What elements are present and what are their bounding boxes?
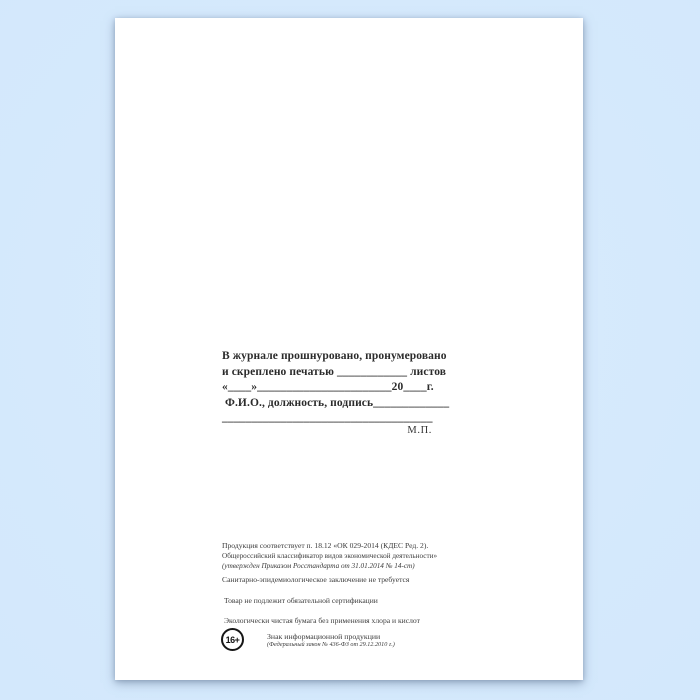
age-mark-text	[267, 632, 395, 649]
age-16-badge-icon: 16+	[221, 628, 244, 651]
age-mark-title: Знак информационной продукции	[267, 632, 381, 641]
stitch-line-1: В журнале прошнуровано, пронумеровано	[222, 350, 447, 362]
stitch-line-2: и скреплено печатью ____________ листов	[222, 365, 447, 378]
age-mark-row	[221, 628, 395, 651]
ecology-note: Экологически чистая бумага без применения хлора и кислот	[224, 616, 420, 625]
sanitary-note: Санитарно-эпидемиологическое заключение не требуется	[222, 575, 410, 584]
document-page	[115, 18, 583, 680]
stitch-line-5: ____________________________________	[222, 412, 433, 425]
stamp-placeholder: М.П.	[407, 425, 432, 436]
compliance-line-2: Общероссийский классификатор видов экономической деятельности»	[222, 552, 438, 560]
stitch-line-3: «____»_______________________20____г.	[222, 381, 434, 394]
product-compliance-note	[222, 540, 462, 571]
stitching-note	[222, 349, 450, 427]
certification-note: Товар не подлежит обязательной сертификации	[224, 596, 378, 605]
compliance-line-1: Продукция соответствует п. 18.12 «ОК 029-2014 (КДЕС Ред. 2).	[222, 541, 429, 550]
stitch-line-4: Ф.И.О., должность, подпись_____________	[222, 396, 450, 409]
compliance-line-3: (утвержден Приказом Росстандарта от 31.01.2014 № 14-ст)	[222, 562, 415, 570]
age-mark-law: (Федеральный закон № 436-ФЗ от 29.12.2010 г.)	[267, 641, 395, 648]
